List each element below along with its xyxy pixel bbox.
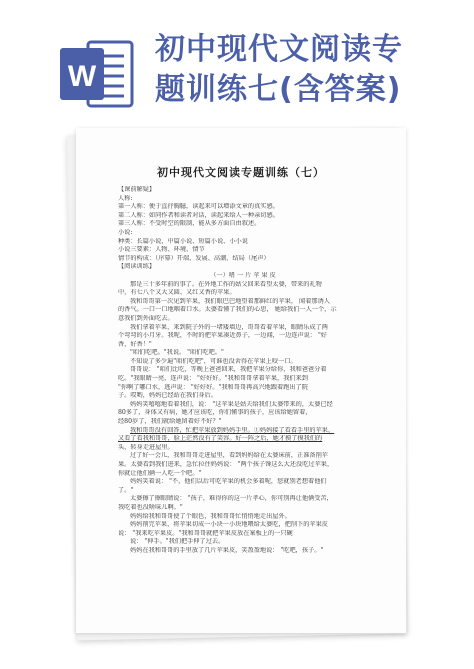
document-line: 了。" bbox=[118, 486, 134, 494]
banner-title-line-2: 题训练七(含答案) bbox=[155, 72, 402, 107]
document-heading: 初中现代文阅读专题训练（七） bbox=[157, 166, 325, 179]
document-line: 中，有七八个又大又圆、又红又香的苹果。 bbox=[118, 289, 236, 297]
document-line: 妈妈在我和哥哥的手里放了几片苹果皮，笑盈盈地说： "吃吧，孩子。" bbox=[130, 546, 324, 554]
document-line: 我们拿着苹果，来到院子外的一堵矮墙边，哥哥看着苹果，眼睛乐成了两 bbox=[130, 323, 328, 331]
document-line: 意我们到外面吃去。 bbox=[118, 314, 174, 322]
document-line: 的香气。一口一口地咽着口水。太婆看懂了我们的心思， 她给我们一人一个，示 bbox=[118, 306, 337, 314]
document-line: "咱们吃吧。"我说。 "咱们吃吧。" bbox=[130, 349, 224, 357]
document-line: 过了好一会儿，我和哥哥走进屋里，看到妈妈给在太婆床前，正准备削苹 bbox=[130, 452, 328, 460]
document-line: 妈妈笑着说： "不，他们以后可吃苹果的机会多着呢，您就别老想着他们 bbox=[130, 478, 327, 486]
header-banner bbox=[0, 0, 474, 125]
document-body bbox=[118, 186, 368, 556]
document-line: 妈妈给我和哥哥使了个眼色，我和哥哥忙悄悄地走出屋外。 bbox=[130, 512, 291, 520]
document-line: 妈妈笑嘻嘻地看着我们，说： "这苹果是姑夫给我们太婆带来的，太婆已经 bbox=[130, 400, 333, 408]
document-line: 我吃着也没啥味儿啊。" bbox=[118, 503, 183, 511]
document-line: 【阅读训练】 bbox=[118, 263, 156, 271]
document-line: 小说三要素：人物、环境、情节 bbox=[118, 246, 205, 254]
document-line: 那是三十多年前的事了。在外地工作的姑父回来看望太婆，带来的礼物 bbox=[130, 280, 322, 288]
document-line: 不知说了多少遍"咱们吃吧"，可谁也没舍得在苹果上咬一口。 bbox=[130, 357, 297, 365]
document-line: 80多了，身体又有病，她才应该吃，你们懂事的孩子，应该给她留着， bbox=[118, 409, 312, 417]
document-line: 我和哥哥第一次见到苹果，我们眼巴巴地望着那鲜红的苹果， 闻着那诱人 bbox=[130, 297, 330, 305]
banner-title bbox=[155, 30, 465, 110]
document-line: 又看了看我和哥哥，脸上茫然没有了笑容。好一阵之后，她才摸了摸我们的 bbox=[118, 435, 323, 443]
document-line: 妈妈削完苹果，将苹果切成一小块一小块地喂给太婆吃，把削下的苹果皮 bbox=[130, 521, 328, 529]
document-line: 第一人称：便于直抒胸臆，读起来可以增添文章的真实感。 bbox=[118, 203, 279, 211]
document-line: 吃。"我眼睛一亮，连声说： "好好好。"我和哥哥拿着苹果，我们来到 bbox=[118, 375, 308, 383]
document-line: 种类：长篇小说、中篇小说、短篇小说、小小说 bbox=[118, 237, 248, 245]
document-line: 人称: bbox=[118, 194, 133, 202]
document-line: "你啊了哪口水，逃声说： "好好好。"我和哥哥再高兴地跟着跑出了院 bbox=[118, 383, 308, 391]
document-line: 我和哥哥没有回答，忙把苹果放到妈妈手里。①妈妈接了看看手里的苹果， bbox=[130, 426, 335, 434]
document-line: 说： "伸手。"我们把手伸了过去。 bbox=[130, 538, 225, 546]
document-line: 经80岁了，我们就给她留着好不好？" bbox=[118, 418, 222, 426]
document-line: 果。太婆看到我们进来，急忙拉住妈妈说： "两个孩子馋这么大还没吃过苹果， bbox=[118, 461, 334, 468]
word-document-icon bbox=[58, 38, 136, 110]
document-line: 小说: bbox=[118, 228, 133, 236]
document-line: 子。哎哟，妈妈已经站在我们身后。 bbox=[118, 392, 217, 400]
document-line: 哥哥说： "咱们比吃，等晚上爸爸回来，我把苹果分给你，我和爸爸分着 bbox=[130, 366, 327, 374]
document-line: 个弯弯的小月牙。我呢，不时的把苹果凑近鼻子，一边闻，一边连声说： "好 bbox=[118, 332, 327, 340]
document-line: 情节的构成：（序幕）开端、发展、高潮、结局（尾声） bbox=[118, 254, 270, 262]
document-line: 头，转身走进屋里。 bbox=[118, 443, 174, 451]
document-line: （一）嗜 一 片 苹 果 皮 bbox=[210, 271, 276, 279]
document-line: 太婆擦了擦眼睛说： "孩子，难得你的这一片孝心，你可别再让他俩受苦， bbox=[130, 495, 333, 503]
document-line: 第三人称：不受时空的限制，能从多方面自由叙述。 bbox=[118, 220, 261, 228]
document-preview bbox=[76, 128, 406, 633]
document-line: 第二人称：如同作者和读者对话，读起来给人一种亲切感。 bbox=[118, 211, 279, 219]
word-icon-letter: W bbox=[67, 60, 97, 93]
banner-title-line-1: 初中现代文阅读专 bbox=[155, 32, 403, 67]
document-line: 你就让他们俩一人吃一个吧。" bbox=[118, 469, 202, 477]
document-line: 【课前解疑】 bbox=[118, 186, 156, 193]
document-line: 香，好香！" bbox=[118, 340, 152, 348]
document-line: 说： "我来吃苹果皮。"我和哥哥就把苹果皮放在案板上的一只碗 bbox=[118, 529, 293, 537]
